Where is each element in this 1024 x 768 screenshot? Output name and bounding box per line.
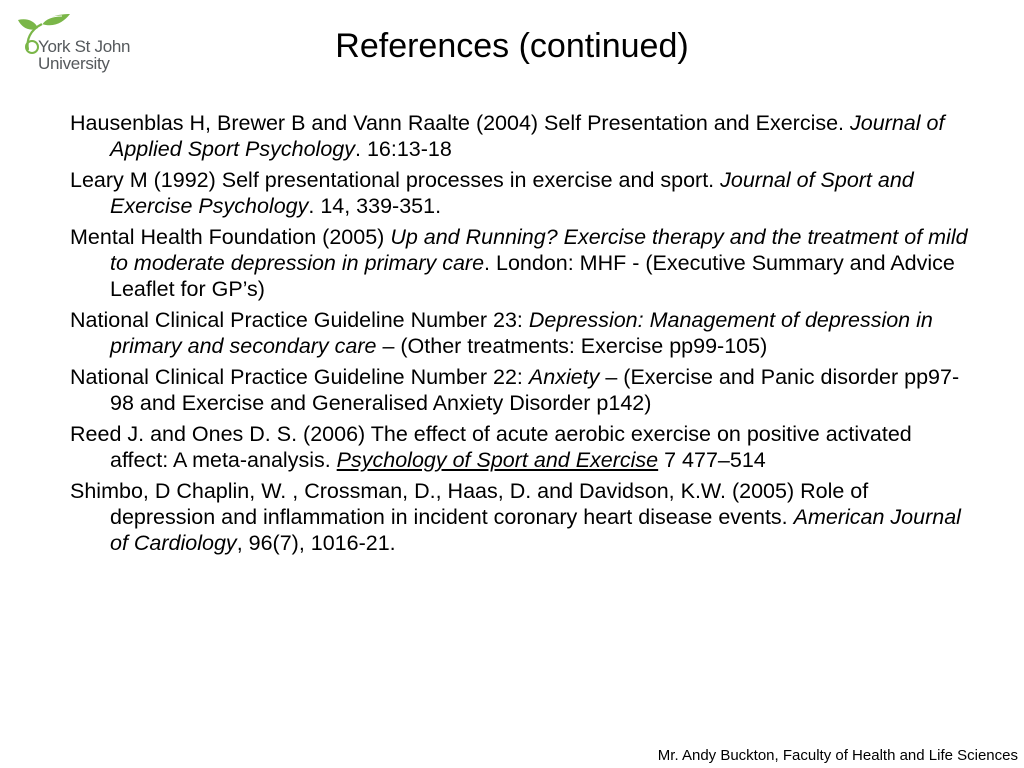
logo-text-line2: University: [38, 54, 110, 73]
logo-text-line1: York St John: [38, 37, 131, 56]
reference-journal: Up and Running? Exercise therapy and the treatment of mild to moderate depression in primary care: [110, 225, 968, 275]
reference-authors: National Clinical Practice Guideline Number 23:: [70, 308, 529, 332]
reference-authors: Shimbo, D Chaplin, W. , Crossman, D., Haas, D. and Davidson, K.W. (2005) Role of depression and inflammation in incident coronary heart disease events.: [70, 479, 869, 529]
reference-details: – (Other treatments: Exercise pp99-105): [376, 334, 768, 358]
reference-journal: Journal of Sport and Exercise Psychology: [110, 168, 914, 218]
page-title: References (continued): [335, 27, 689, 65]
reference-details: 7 477–514: [658, 448, 766, 472]
reference-details: . 16:13-18: [355, 137, 452, 161]
reference-details: . 14, 339-351.: [308, 194, 442, 218]
reference-journal: Depression: Management of depression in primary and secondary care: [110, 308, 933, 358]
reference-details: , 96(7), 1016-21.: [236, 531, 396, 555]
reference-journal: American Journal of Cardiology: [110, 505, 961, 555]
reference-item: [70, 307, 970, 359]
footer-credit: Mr. Andy Buckton, Faculty of Health and Life Sciences: [657, 747, 1018, 764]
reference-authors: Leary M (1992) Self presentational processes in exercise and sport.: [70, 168, 721, 192]
reference-item: [70, 421, 970, 473]
reference-details: . London: MHF - (Executive Summary and Advice Leaflet for GP’s): [110, 251, 955, 301]
reference-list: [70, 110, 970, 561]
reference-authors: Hausenblas H, Brewer B and Vann Raalte (2004) Self Presentation and Exercise.: [70, 111, 851, 135]
reference-item: [70, 364, 970, 416]
reference-item: [70, 478, 970, 556]
reference-authors: National Clinical Practice Guideline Number 22:: [70, 365, 529, 389]
reference-details: – (Exercise and Panic disorder pp97-98 and Exercise and Generalised Anxiety Disorder p142): [110, 365, 960, 415]
reference-journal: Anxiety: [528, 365, 600, 389]
reference-item: [70, 224, 970, 302]
reference-authors: Mental Health Foundation (2005): [70, 225, 391, 249]
reference-authors: Reed J. and Ones D. S. (2006) The effect of acute aerobic exercise on positive activated affect: A meta-analysis.: [70, 422, 912, 472]
reference-item: [70, 167, 970, 219]
reference-journal: Journal of Applied Sport Psychology: [110, 111, 945, 161]
reference-journal-link[interactable]: Psychology of Sport and Exercise: [336, 448, 659, 472]
reference-item: [70, 110, 970, 162]
